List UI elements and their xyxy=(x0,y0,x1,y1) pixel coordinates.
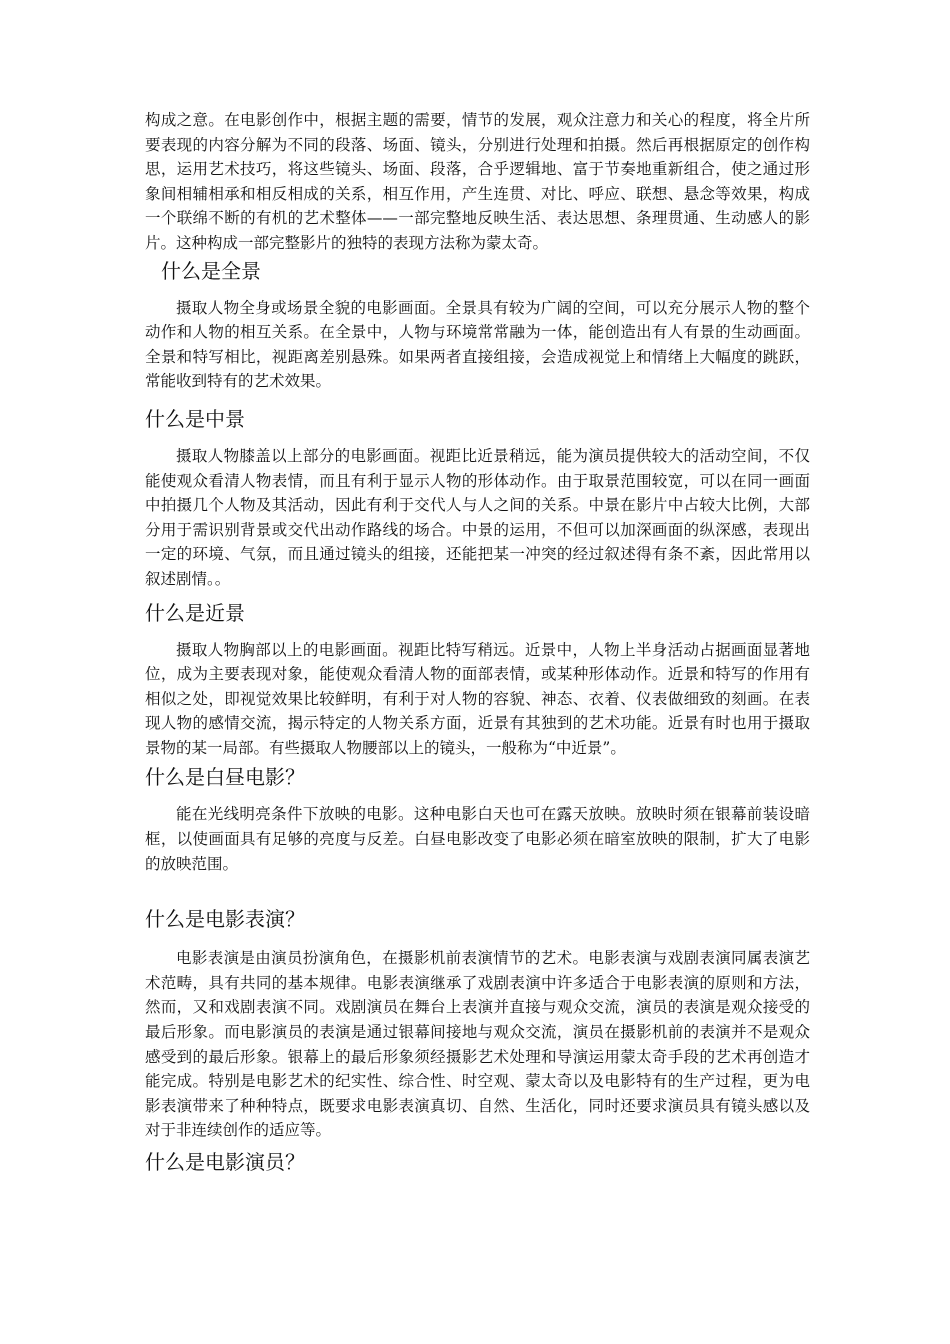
section-heading-film-acting: 什么是电影表演？ xyxy=(145,907,305,932)
section-heading-full-shot: 什么是全景 xyxy=(161,258,261,283)
section-body-close-shot: 摄取人物胸部以上的电影画面。视距比特写稍远。近景中，人物上半身活动占据画面显著地位，成为主要表现对象，能使观众看清人物的面部表情，或某种形体动作。近景和特写的作用有相似之处，即视觉效果比较鲜明，有利于对人物的容貌、神态、衣着、仪表做细致的刻画。在表现人物的感情交流，揭示特定的人物关系方面，近景有其独到的艺术功能。近景有时也用于摄取景物的某一局部。有些摄取人物腰部以上的镜头，一般称为“中近景”。 xyxy=(145,640,810,757)
section-heading-film-actor: 什么是电影演员？ xyxy=(145,1150,305,1174)
section-body-daylight-film: 能在光线明亮条件下放映的电影。这种电影白天也可在露天放映。放映时须在银幕前装设暗框，以使画面具有足够的亮度与反差。白昼电影改变了电影必须在暗室放映的限制，扩大了电影的放映范围。 xyxy=(145,805,810,873)
section-heading-medium-shot: 什么是中景 xyxy=(145,406,245,431)
section-heading-daylight-film: 什么是白昼电影？ xyxy=(145,765,305,790)
section-body-film-acting: 电影表演是由演员扮演角色，在摄影机前表演情节的艺术。电影表演与戏剧表演同属表演艺术范畴，具有共同的基本规律。电影表演继承了戏剧表演中许多适合于电影表演的原则和方法，然而，又和戏剧表演不同。戏剧演员在舞台上表演并直接与观众交流，演员的表演是观众接受的最后形象。而电影演员的表演是通过银幕间接地与观众交流，演员在摄影机前的表演并不是观众感受到的最后形象。银幕上的最后形象须经摄影艺术处理和导演运用蒙太奇手段的艺术再创造才能完成。特别是电影艺术的纪实性、综合性、时空观、蒙太奇以及电影特有的生产过程，更为电影表演带来了种种特点，既要求电影表演真切、自然、生活化，同时还要求演员具有镜头感以及对于非连续创作的适应等。 xyxy=(145,949,810,1140)
section-body-medium-shot: 摄取人物膝盖以上部分的电影画面。视距比近景稍远，能为演员提供较大的活动空间，不仅能使观众看清人物表情，而且有利于显示人物的形体动作。由于取景范围较宽，可以在同一画面中拍摄几个人物及其活动，因此有利于交代人与人之间的关系。中景在影片中占较大比例，大部分用于需识别背景或交代出动作路线的场合。中景的运用，不但可以加深画面的纵深感，表现出一定的环境、气氛，而且通过镜头的组接，还能把某一冲突的经过叙述得有条不紊，因此常用以叙述剧情。。 xyxy=(145,446,810,588)
document-page xyxy=(145,108,810,1177)
intro-paragraph: 构成之意。在电影创作中，根据主题的需要，情节的发展，观众注意力和关心的程度，将全片所要表现的内容分解为不同的段落、场面、镜头，分别进行处理和拍摄。然后再根据原定的创作构思，运用艺术技巧，将这些镜头、场面、段落，合乎逻辑地、富于节奏地重新组合，使之通过形象间相辅相承和相反相成的关系，相互作用，产生连贯、对比、呼应、联想、悬念等效果，构成一个联绵不断的有机的艺术整体——一部完整地反映生活、表达思想、条理贯通、生动感人的影片。这种构成一部完整影片的独特的表现方法称为蒙太奇。 xyxy=(145,111,810,252)
section-body-full-shot: 摄取人物全身或场景全貌的电影画面。全景具有较为广阔的空间，可以充分展示人物的整个动作和人物的相互关系。在全景中，人物与环境常常融为一体，能创造出有人有景的生动画面。全景和特写相比，视距离差别悬殊。如果两者直接组接，会造成视觉上和情绪上大幅度的跳跃，常能收到特有的艺术效果。 xyxy=(145,298,810,391)
section-heading-close-shot: 什么是近景 xyxy=(145,600,245,625)
